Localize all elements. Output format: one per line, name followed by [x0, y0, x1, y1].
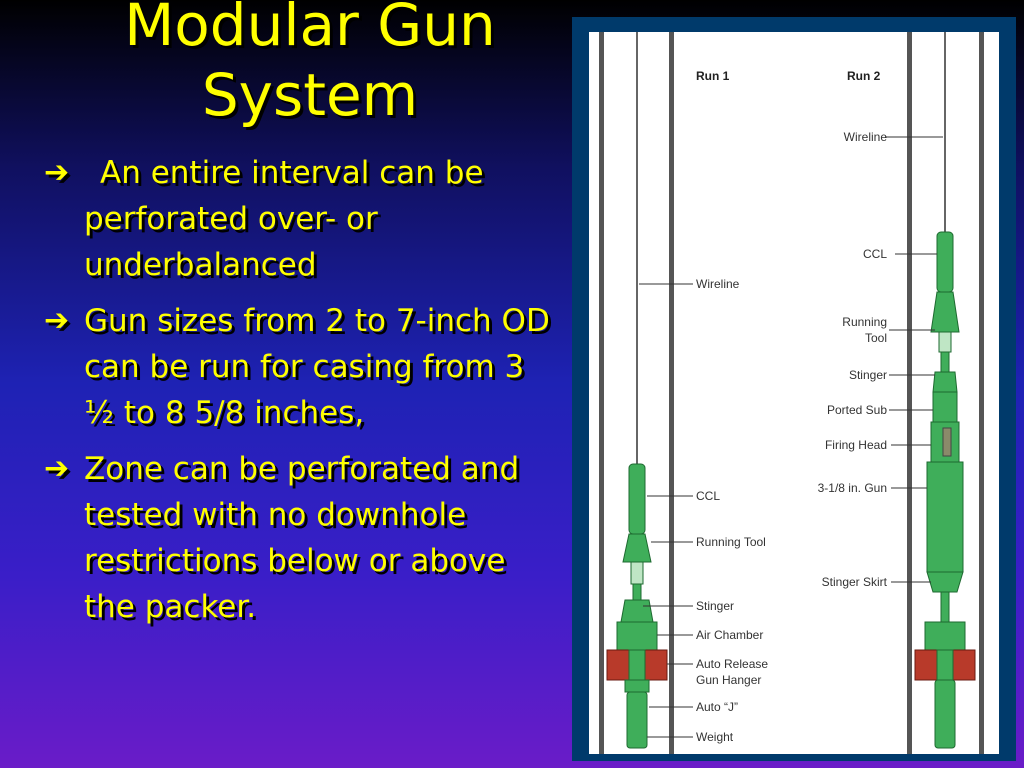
slide-title: Modular Gun System [124, 0, 496, 129]
run1-label-gun-hanger: Gun Hanger [696, 673, 762, 687]
run1-label-air-chamber: Air Chamber [696, 628, 764, 642]
run2-casing-left [907, 32, 912, 754]
arrow-right-icon: ➔ [44, 451, 70, 486]
run1-label-wireline: Wireline [696, 277, 740, 291]
bullet-text: Gun sizes from 2 to 7-inch OD can be run for casing from 3 ½ to 8 5/8 inches, [84, 303, 550, 431]
bullet-list [44, 150, 564, 640]
bullet-item [44, 446, 564, 630]
run1-label-auto-release: Auto Release [696, 657, 769, 671]
run2-label-firing-head: Firing Head [824, 438, 887, 452]
bullet-text: An entire interval can be perforated over- or underbalanced [84, 155, 484, 283]
arrow-right-icon: ➔ [44, 155, 70, 190]
run1-label-auto-j: Auto “J” [696, 700, 739, 714]
run2-heading: Run 2 [847, 69, 881, 83]
run1-label-weight: Weight [696, 730, 734, 744]
run1-label-stinger: Stinger [696, 599, 735, 613]
diagram-panel [589, 32, 999, 754]
bullet-text: Zone can be perforated and tested with no downhole restrictions below or above the packer. [84, 451, 520, 625]
run1-tool-string [607, 32, 667, 748]
run1-label-running-tool: Running Tool [696, 535, 766, 549]
run2-tool-string [915, 32, 975, 748]
run2-label-tool: Tool [864, 331, 887, 345]
bullet-item [44, 150, 564, 288]
run2-label-gun: 3-1/8 in. Gun [817, 481, 887, 495]
run1-casing-right [669, 32, 674, 754]
run1-label-ccl: CCL [696, 489, 721, 503]
run2-label-ported-sub: Ported Sub [826, 403, 887, 417]
run2-label-stinger: Stinger [848, 368, 887, 382]
run2-label-wireline: Wireline [843, 130, 887, 144]
run1-casing-left [599, 32, 604, 754]
run1-heading: Run 1 [696, 69, 730, 83]
bullet-item [44, 298, 564, 436]
run2-label-ccl: CCL [862, 247, 887, 261]
run2-casing-right [979, 32, 984, 754]
run2-label-running: Running [842, 315, 887, 329]
arrow-right-icon: ➔ [44, 303, 70, 338]
run2-label-stinger-skirt: Stinger Skirt [821, 575, 887, 589]
modular-gun-diagram [589, 32, 999, 754]
